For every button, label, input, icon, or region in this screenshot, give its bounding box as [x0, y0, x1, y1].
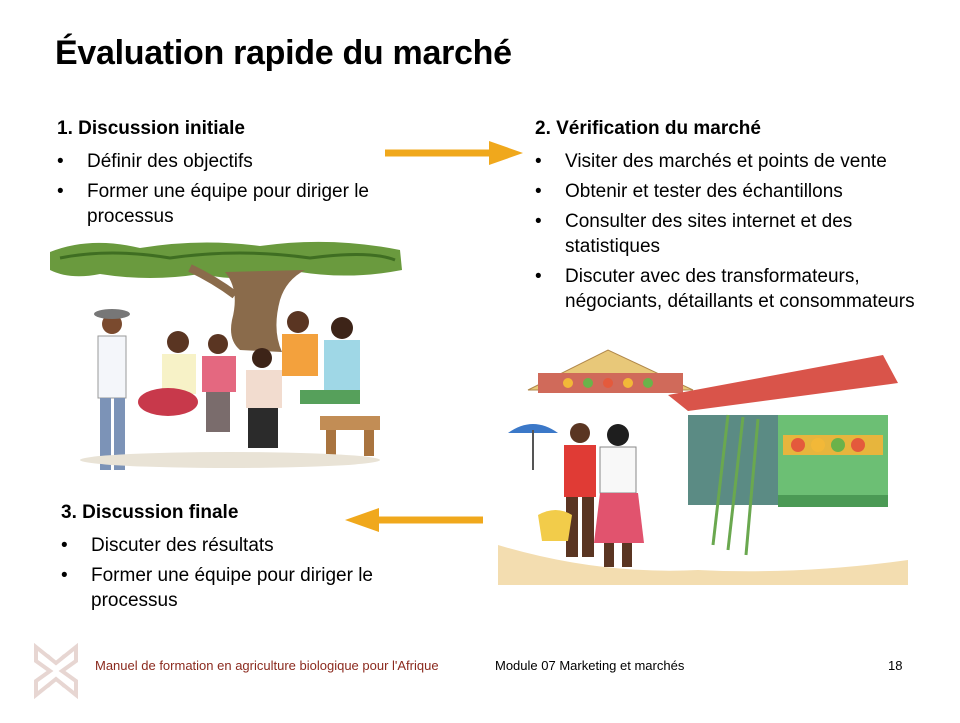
footer-module-title: Module 07 Marketing et marchés	[495, 658, 685, 673]
section-heading: 3. Discussion finale	[61, 502, 239, 523]
slide-title: Évaluation rapide du marché	[55, 34, 512, 72]
list-item: • Former une équipe pour diriger le processus	[57, 181, 369, 227]
arrow-right-icon	[385, 138, 525, 168]
list-item: • Consulter des sites internet et des statistiques	[535, 211, 853, 257]
section-heading: 1. Discussion initiale	[57, 118, 245, 139]
page-number: 18	[888, 658, 903, 673]
footer-manual-title: Manuel de formation en agriculture biologique pour l'Afrique	[95, 658, 439, 673]
list-item: • Visiter des marchés et points de vente	[535, 151, 887, 172]
list-item: • Discuter avec des transformateurs, négociants, détaillants et consommateurs	[535, 266, 915, 312]
list-item: • Obtenir et tester des échantillons	[535, 181, 843, 202]
section-market-verification	[535, 118, 935, 319]
market-illustration	[498, 345, 908, 585]
list-item: • Définir des objectifs	[57, 151, 253, 172]
arrow-left-icon	[343, 505, 483, 535]
list-item: • Discuter des résultats	[61, 535, 274, 556]
section-heading: 2. Vérification du marché	[535, 118, 761, 139]
section-initial-discussion	[57, 118, 417, 234]
list-item: • Former une équipe pour diriger le processus	[61, 565, 373, 611]
logo-icon	[30, 643, 82, 699]
meeting-under-tree-illustration	[50, 240, 410, 475]
